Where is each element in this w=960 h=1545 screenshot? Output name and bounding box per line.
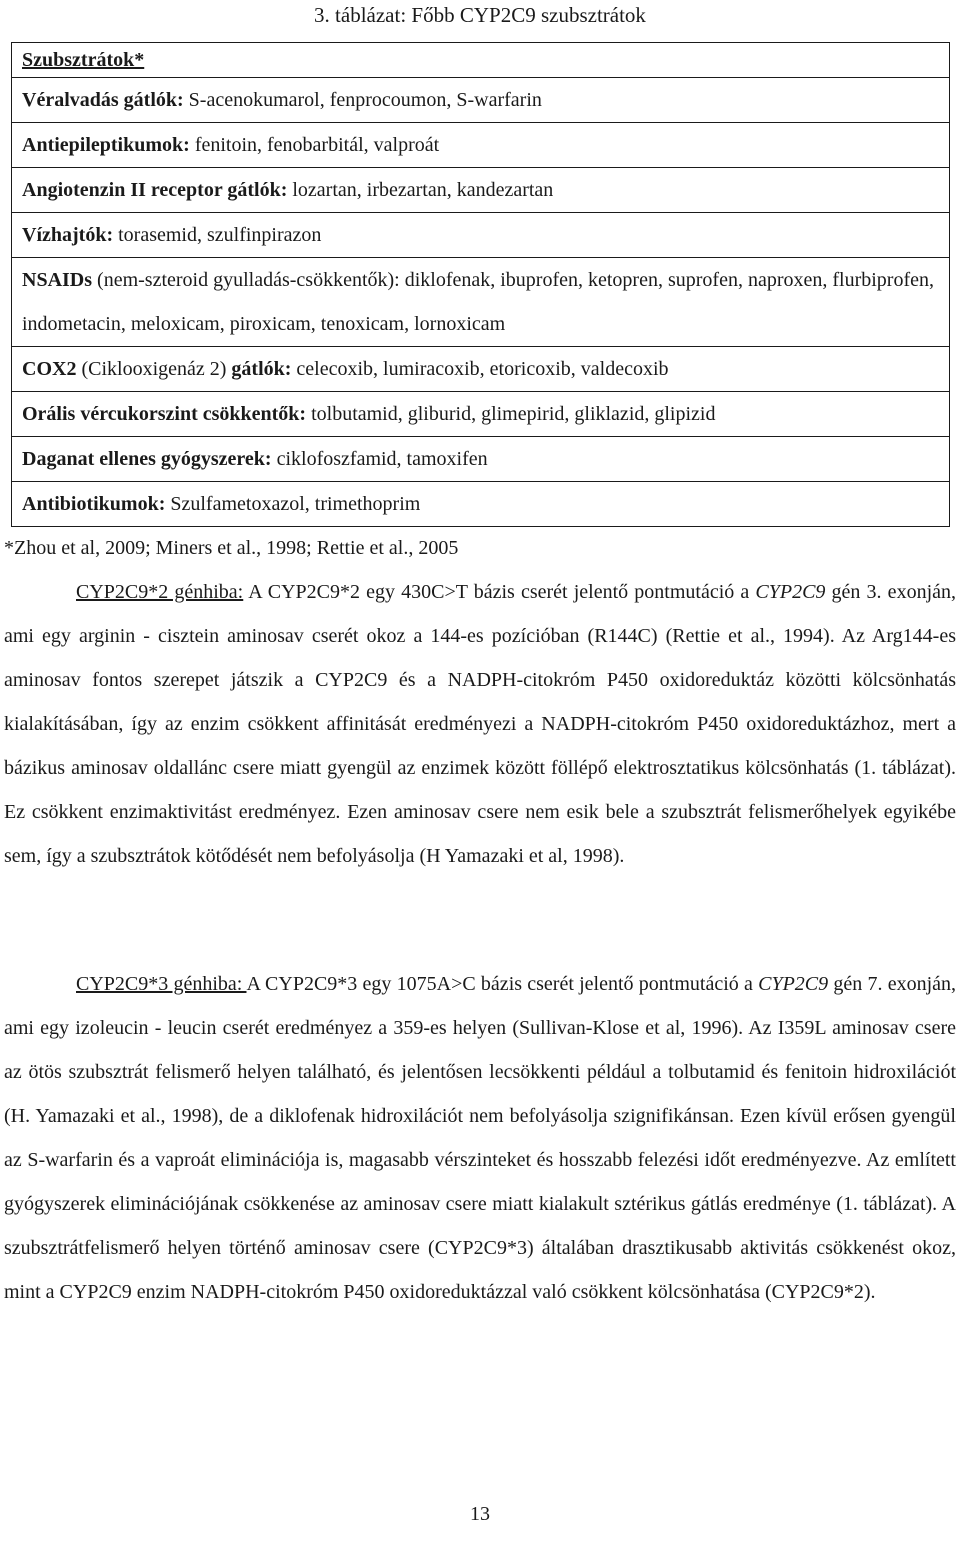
table-row — [12, 213, 950, 258]
table-cell — [12, 258, 950, 347]
paragraph-text: A CYP2C9*2 egy 430C>T bázis cserét jelentő pontmutáció a — [243, 581, 756, 603]
row-label: Vízhajtók: — [22, 224, 114, 246]
table-row — [12, 258, 950, 347]
row-text: S-acenokumarol, fenprocoumon, S-warfarin — [183, 89, 542, 111]
table-footnote: *Zhou et al, 2009; Miners et al., 1998; Rettie et al., 2005 — [4, 537, 459, 559]
substrates-table — [11, 42, 950, 527]
row-label: Angiotenzin II receptor gátlók: — [22, 179, 288, 201]
paragraph-text: gén 7. exonján, ami egy izoleucin - leucin cserét eredményez a 359-es helyen (Sullivan-Klose et al, 1996). Az I359L aminosav csere az ötös szubsztrát felismerő helyen található, és jelentősen lecsökkenti például a tolbutamid és fenitoin hidroxilációt (H. Yamazaki et al., 1998), de a diklofenak hidroxilációt nem befolyásolja szignifikánsan. Ezen kívül erősen gyengül az S-warfarin és a vaproát eliminációja is, magasabb vérszinteket és hosszabb felezési időt eredményezve. Az említett gyógyszerek eliminációjának csökkenése az aminosav csere miatt kialakult sztérikus gátlás eredménye (1. táblázat). A szubsztrátfelismerő helyen történő aminosav csere (CYP2C9*3) általában drasztikusabb aktivitás csökkenést okoz, mint a CYP2C9 enzim NADPH-citokróm P450 oxidoreduktázzal való csökkent kölcsönhatása (CYP2C9*2). — [4, 973, 957, 1303]
table-cell — [12, 437, 950, 482]
table-cell — [12, 392, 950, 437]
paragraph-heading: CYP2C9*3 génhiba: — [76, 973, 247, 995]
gene-name: CYP2C9 — [758, 973, 829, 995]
table-row — [12, 347, 950, 392]
row-text: (nem-szteroid gyulladás-csökkentők): diklofenak, ibuprofen, ketopren, suprofen, naproxen, flurbiprofen, indometacin, meloxicam, piroxicam, tenoxicam, lornoxicam — [22, 269, 934, 335]
paragraph-heading: CYP2C9*2 génhiba: — [76, 581, 244, 603]
table-cell — [12, 482, 950, 527]
row-label-prefix: COX2 — [22, 358, 77, 380]
row-label: Véralvadás gátlók: — [22, 89, 184, 111]
page-number: 13 — [470, 1503, 490, 1525]
table-row — [12, 392, 950, 437]
table-row — [12, 482, 950, 527]
row-text: lozartan, irbezartan, kandezartan — [287, 179, 554, 201]
table-cell — [12, 213, 950, 258]
table-row — [12, 437, 950, 482]
row-label: gátlók: — [231, 358, 292, 380]
table-cell — [12, 123, 950, 168]
row-text-mid: (Ciklooxigenáz 2) — [76, 358, 232, 380]
table-header-row — [12, 43, 950, 78]
table-caption: 3. táblázat: Főbb CYP2C9 szubsztrátok — [314, 3, 646, 27]
row-text: torasemid, szulfinpirazon — [113, 224, 322, 246]
table-cell — [12, 78, 950, 123]
table-row — [12, 78, 950, 123]
row-text: ciklofoszfamid, tamoxifen — [271, 448, 488, 470]
paragraph-text: gén 3. exonján, ami egy arginin - cisztein aminosav cserét okoz a 144-es pozícióban (R144C) (Rettie et al., 1994). Az Arg144-es aminosav fontos szerepet játszik a CYP2C9 és a NADPH-citokróm P450 oxidoreduktáz közötti kölcsönhatás kialakításában, így az enzim csökkent affinitását eredményezi a NADPH-citokróm P450 oxidoreduktázhoz, mert a bázikus aminosav oldallánc csere miatt gyengül az enzimek között föllépő elektrosztatikus kölcsönhatás (1. táblázat). Ez csökkent enzimaktivitást eredményez. Ezen aminosav csere nem esik bele a szubsztrát felismerőhelyek egyikébe sem, így a szubsztrátok kötődését nem befolyásolja (H Yamazaki et al, 1998). — [4, 581, 956, 867]
row-label: NSAIDs — [22, 269, 93, 291]
paragraph-cyp2c9-3 — [4, 962, 956, 1314]
table-cell — [12, 168, 950, 213]
table-cell — [12, 347, 950, 392]
table-row — [12, 168, 950, 213]
row-label: Daganat ellenes gyógyszerek: — [22, 448, 272, 470]
table-header: Szubsztrátok* — [12, 43, 950, 78]
row-label: Orális vércukorszint csökkentők: — [22, 403, 307, 425]
row-label: Antibiotikumok: — [22, 493, 166, 515]
paragraph-text: A CYP2C9*3 egy 1075A>C bázis cserét jelentő pontmutáció a — [246, 973, 759, 995]
row-text: Szulfametoxazol, trimethoprim — [165, 493, 421, 515]
row-text: fenitoin, fenobarbitál, valproát — [189, 134, 440, 156]
gene-name: CYP2C9 — [755, 581, 826, 603]
table-row — [12, 123, 950, 168]
row-text: tolbutamid, gliburid, glimepirid, gliklazid, glipizid — [306, 403, 716, 425]
paragraph-cyp2c9-2 — [4, 570, 956, 878]
row-text: celecoxib, lumiracoxib, etoricoxib, valdecoxib — [291, 358, 669, 380]
row-label: Antiepileptikumok: — [22, 134, 190, 156]
